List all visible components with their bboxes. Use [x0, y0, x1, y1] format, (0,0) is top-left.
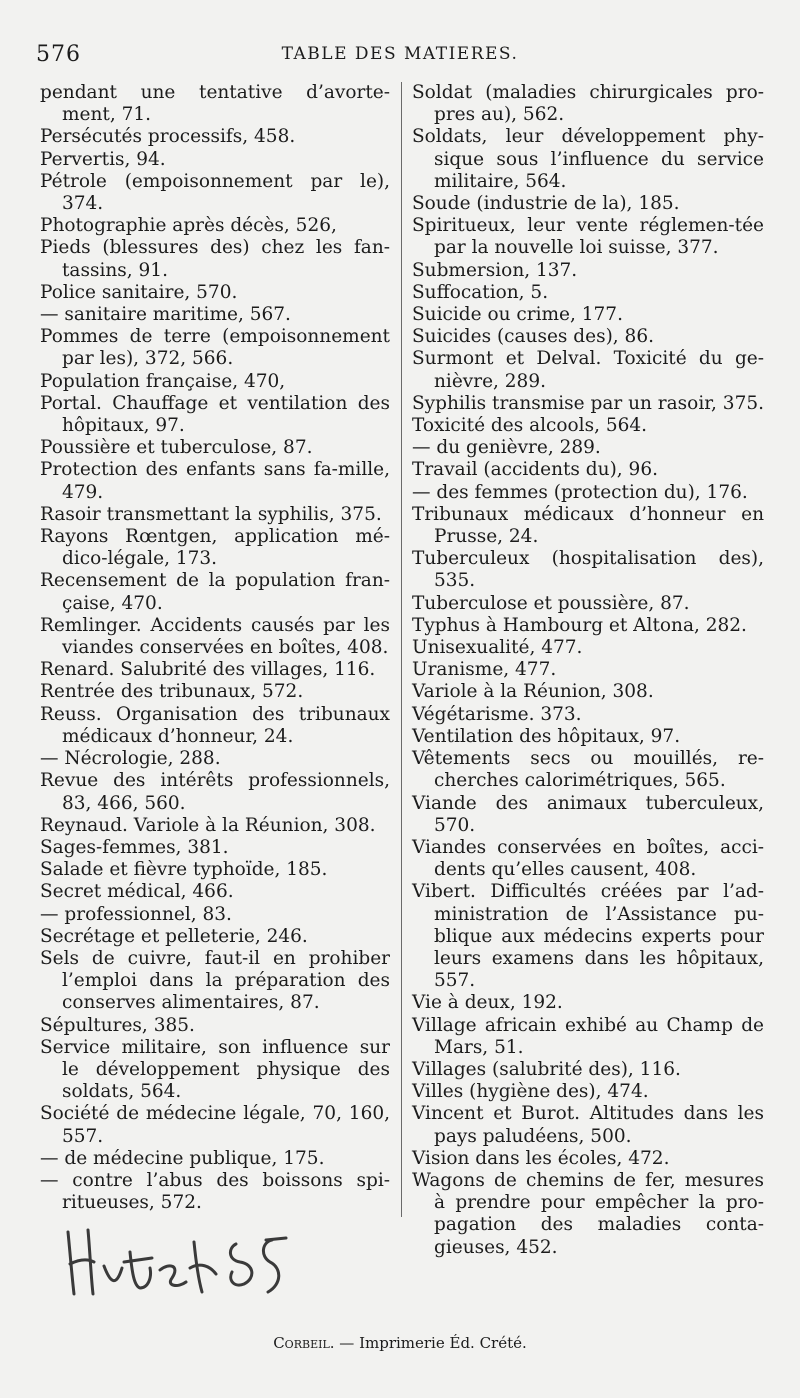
index-entry: Ventilation des hôpitaux, 97.	[412, 725, 681, 747]
index-entry: Vision dans les écoles, 472.	[412, 1147, 670, 1169]
index-entry: Reuss. Organisation des tribunaux médicaux d’honneur, 24.	[40, 703, 390, 747]
index-entry: Salade et fièvre typhoïde, 185.	[40, 859, 328, 881]
index-column-right	[412, 82, 764, 1259]
index-entry: Surmont et Delval. Toxicité du ge-nièvre, 289.	[412, 348, 764, 392]
index-entry: Portal. Chauffage et ventilation des hôpitaux, 97.	[40, 392, 390, 437]
index-entry: Spiritueux, leur vente réglemen-tée par la nouvelle loi suisse, 377.	[412, 215, 764, 259]
index-entry: Remlinger. Accidents causés par les viandes conservées en boîtes, 408.	[40, 614, 390, 659]
index-entry: Villages (salubrité des), 116.	[412, 1058, 681, 1080]
index-entry: Tribunaux médicaux d’honneur en Prusse, 24.	[412, 503, 764, 548]
index-entry: Soldats, leur développement phy-sique sous l’influence du service militaire, 564.	[412, 126, 764, 192]
index-entry: Rentrée des tribunaux, 572.	[40, 681, 304, 703]
index-entry: Vincent et Burot. Altitudes dans les pays paludéens, 500.	[412, 1103, 764, 1147]
index-entry: Syphilis transmise par un rasoir, 375.	[412, 392, 764, 414]
index-entry: Suicide ou crime, 177.	[412, 304, 623, 326]
index-entry: — professionnel, 83.	[40, 903, 232, 925]
index-entry: Vie à deux, 192.	[412, 992, 563, 1014]
index-entry: Uranisme, 477.	[412, 659, 557, 681]
column-divider	[401, 82, 402, 1217]
index-entry: Secrétage et pelleterie, 246.	[40, 925, 308, 947]
index-entry: Unisexualité, 477.	[412, 637, 583, 659]
index-entry: — des femmes (protection du), 176.	[412, 481, 748, 503]
index-entry: Reynaud. Variole à la Réunion, 308.	[40, 814, 376, 836]
index-entry: Sépultures, 385.	[40, 1014, 195, 1036]
index-entry: Pervertis, 94.	[40, 148, 166, 170]
index-entry: Police sanitaire, 570.	[40, 281, 238, 303]
index-entry: Typhus à Hambourg et Altona, 282.	[412, 614, 747, 636]
index-entry: Population française, 470,	[40, 370, 286, 392]
index-entry: Villes (hygiène des), 474.	[412, 1081, 649, 1103]
index-entry: Tuberculeux (hospitalisation des), 535.	[412, 548, 764, 592]
index-entry: Poussière et tuberculose, 87.	[40, 437, 313, 459]
index-entry: — de médecine publique, 175.	[40, 1147, 325, 1169]
index-entry: Rasoir transmettant la syphilis, 375.	[40, 503, 382, 525]
index-entry: Toxicité des alcools, 564.	[412, 415, 648, 437]
index-entry: Travail (accidents du), 96.	[412, 459, 658, 481]
index-entry: Recensement de la population fran-çaise, 470.	[40, 570, 390, 614]
page-title: TABLE DES MATIERES.	[281, 44, 519, 64]
index-entry: Tuberculose et poussière, 87.	[412, 592, 690, 614]
index-entry: Viande des animaux tuberculeux, 570.	[412, 792, 764, 836]
index-entry: Végétarisme. 373.	[412, 703, 582, 725]
index-entry: Soude (industrie de la), 185.	[412, 193, 680, 215]
index-entry: Protection des enfants sans fa-mille, 479.	[40, 459, 390, 503]
footer-separator: —	[334, 1334, 360, 1352]
index-entry: Submersion, 137.	[412, 259, 578, 281]
index-entry: Vibert. Difficultés créées par l’ad-ministration de l’Assistance pu-blique aux médecins experts pour leurs examens dans les hôpitaux, 557.	[412, 881, 764, 992]
index-entry: Viandes conservées en boîtes, acci-dents qu’elles causent, 408.	[412, 836, 764, 881]
index-entry: Société de médecine légale, 70, 160, 557.	[40, 1103, 390, 1147]
index-entry: Sels de cuivre, faut-il en prohiber l’emploi dans la préparation des conserves alimentaires, 87.	[40, 947, 390, 1014]
index-entry: Revue des intérêts professionnels, 83, 466, 560.	[40, 770, 390, 814]
index-entry: — du genièvre, 289.	[412, 437, 601, 459]
index-entry: Pommes de terre (empoisonnement par les), 372, 566.	[40, 326, 390, 370]
index-entry: Renard. Salubrité des villages, 116.	[40, 659, 376, 681]
index-entry: Suicides (causes des), 86.	[412, 326, 654, 348]
index-entry: pendant une tentative d’avorte-ment, 71.	[40, 82, 390, 126]
index-entry: Rayons Rœntgen, application mé-dico-légale, 173.	[40, 526, 390, 570]
imprint-footer	[0, 1334, 800, 1352]
index-entry: Sages-femmes, 381.	[40, 836, 229, 858]
index-entry: Variole à la Réunion, 308.	[412, 681, 654, 703]
index-entry: Wagons de chemins de fer, mesures à prendre pour empêcher la pro-pagation des maladies conta-gieuses, 452.	[412, 1169, 764, 1258]
index-entry: — contre l’abus des boissons spi-ritueuses, 572.	[40, 1169, 390, 1214]
index-entry: Suffocation, 5.	[412, 281, 549, 303]
footer-printer: Imprimerie Éd. Crété.	[359, 1334, 527, 1352]
index-entry: — sanitaire maritime, 567.	[40, 304, 291, 326]
index-entry: Secret médical, 466.	[40, 881, 234, 903]
index-entry: Service militaire, son influence sur le développement physique des soldats, 564.	[40, 1036, 390, 1103]
index-entry: Village africain exhibé au Champ de Mars, 51.	[412, 1014, 764, 1058]
index-entry: Photographie après décès, 526,	[40, 215, 337, 237]
index-entry: Vêtements secs ou mouillés, re-cherches calorimétriques, 565.	[412, 748, 764, 792]
index-entry: Soldat (maladies chirurgicales pro-pres au), 562.	[412, 82, 764, 126]
index-entry: — Nécrologie, 288.	[40, 748, 221, 770]
index-column-left	[40, 82, 390, 1214]
footer-city: Corbeil.	[273, 1334, 335, 1352]
index-entry: Pieds (blessures des) chez les fan-tassins, 91.	[40, 237, 390, 281]
page-number: 576	[36, 42, 81, 67]
index-entry: Persécutés processifs, 458.	[40, 126, 296, 148]
index-entry: Pétrole (empoisonnement par le), 374.	[40, 170, 390, 215]
handwritten-annotation	[60, 1222, 300, 1302]
